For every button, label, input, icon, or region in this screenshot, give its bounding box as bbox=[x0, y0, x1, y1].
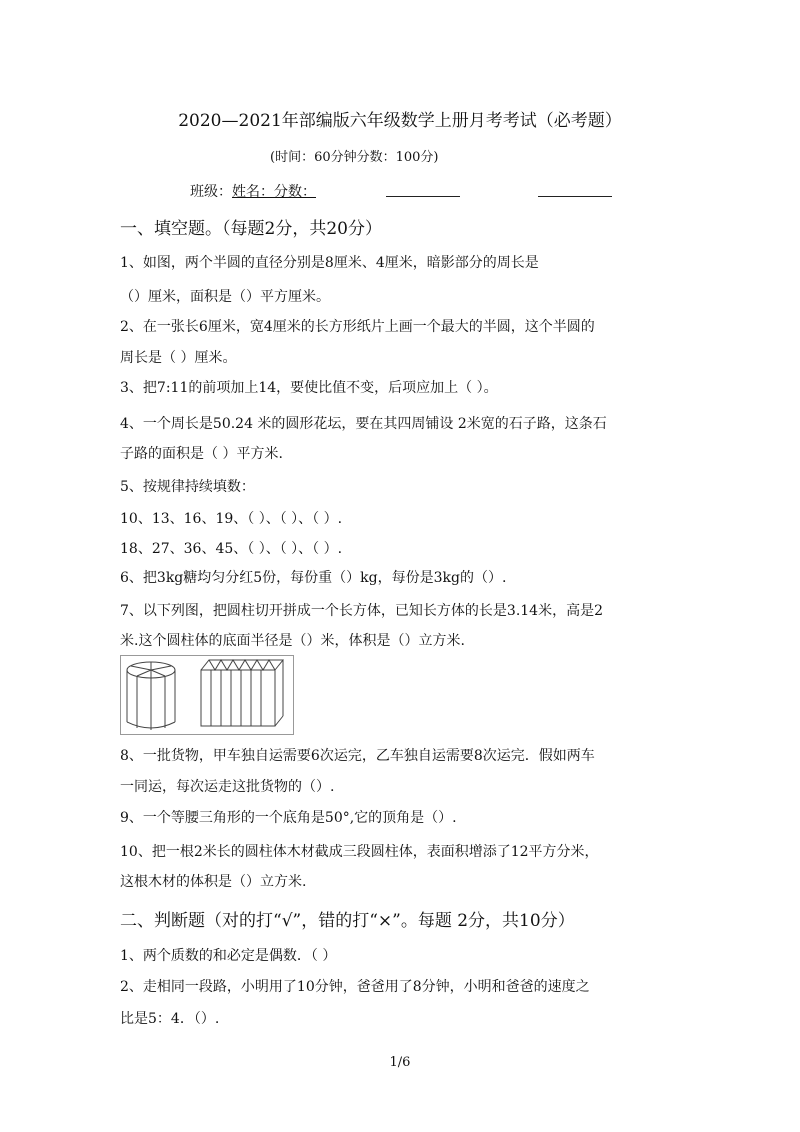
question-line: 10、13、16、19、（ ）、（ ）、（ ）. bbox=[120, 511, 343, 527]
question-line: 10、把一根2米长的圆柱体木材截成三段圆柱体，表面积增添了12平方分米， bbox=[120, 844, 599, 860]
question-line: 8、一批货物，甲车独自运需要6次运完，乙车独自运需要8次运完．假如两车 bbox=[120, 748, 595, 764]
name-score-label: 姓名：分数： bbox=[232, 184, 316, 200]
cylinder-figure bbox=[120, 655, 294, 735]
question-line: 18、27、36、45、（ ）、（ ）、（ ）. bbox=[120, 541, 343, 557]
question-line: （）厘米，面积是（）平方厘米。 bbox=[120, 289, 330, 305]
question-line: 这根木材的体积是（）立方米. bbox=[120, 874, 307, 890]
score-blank-line[interactable] bbox=[538, 196, 612, 197]
page-number: 1/6 bbox=[389, 1055, 411, 1070]
cylinder-to-cuboid-diagram bbox=[121, 656, 293, 734]
question-line: 米.这个圆柱体的底面半径是（）米，体积是（）立方米. bbox=[120, 633, 465, 649]
section1-heading: 一、填空题。（每题2分，共20分） bbox=[120, 219, 382, 239]
class-label: 班级： bbox=[190, 184, 232, 200]
question-line: 6、把3kg糖均匀分红5份，每份重（）kg，每份是3kg的（）. bbox=[120, 570, 507, 586]
name-blank-line[interactable] bbox=[386, 196, 460, 197]
student-info-row bbox=[190, 181, 316, 201]
section2-heading: 二、判断题（对的打“√”，错的打“×”。每题 2分，共10分） bbox=[120, 911, 575, 931]
question-line: 1、两个质数的和必定是偶数．（ ） bbox=[120, 948, 337, 964]
question-line: 7、以下列图，把圆柱切开拼成一个长方体，已知长方体的长是3.14米，高是2 bbox=[120, 603, 603, 619]
question-line: 2、在一张长6厘米，宽4厘米的长方形纸片上画一个最大的半圆，这个半圆的 bbox=[120, 319, 595, 335]
question-line: 子路的面积是（ ）平方米. bbox=[120, 446, 283, 462]
question-line: 1、如图，两个半圆的直径分别是8厘米、4厘米，暗影部分的周长是 bbox=[120, 255, 539, 271]
question-line: 周长是（ ）厘米。 bbox=[120, 350, 237, 366]
exam-subtitle: (时间：60分钟分数：100分) bbox=[270, 150, 439, 165]
exam-title: 2020—2021年部编版六年级数学上册月考考试（必考题） bbox=[178, 111, 622, 131]
question-line: 4、一个周长是50.24 米的圆形花坛，要在其四周铺设 2米宽的石子路，这条石 bbox=[120, 416, 607, 432]
question-line: 2、走相同一段路，小明用了10分钟，爸爸用了8分钟，小明和爸爸的速度之 bbox=[120, 979, 590, 995]
question-line: 9、一个等腰三角形的一个底角是50°,它的顶角是（）. bbox=[120, 810, 457, 826]
question-line: 比是5：4．（）. bbox=[120, 1011, 220, 1027]
question-line: 5、按规律持续填数： bbox=[120, 479, 255, 495]
question-line: 3、把7:11的前项加上14，要使比值不变，后项应加上（ ）。 bbox=[120, 380, 498, 396]
question-line: 一同运，每次运走这批货物的（）. bbox=[120, 779, 335, 795]
